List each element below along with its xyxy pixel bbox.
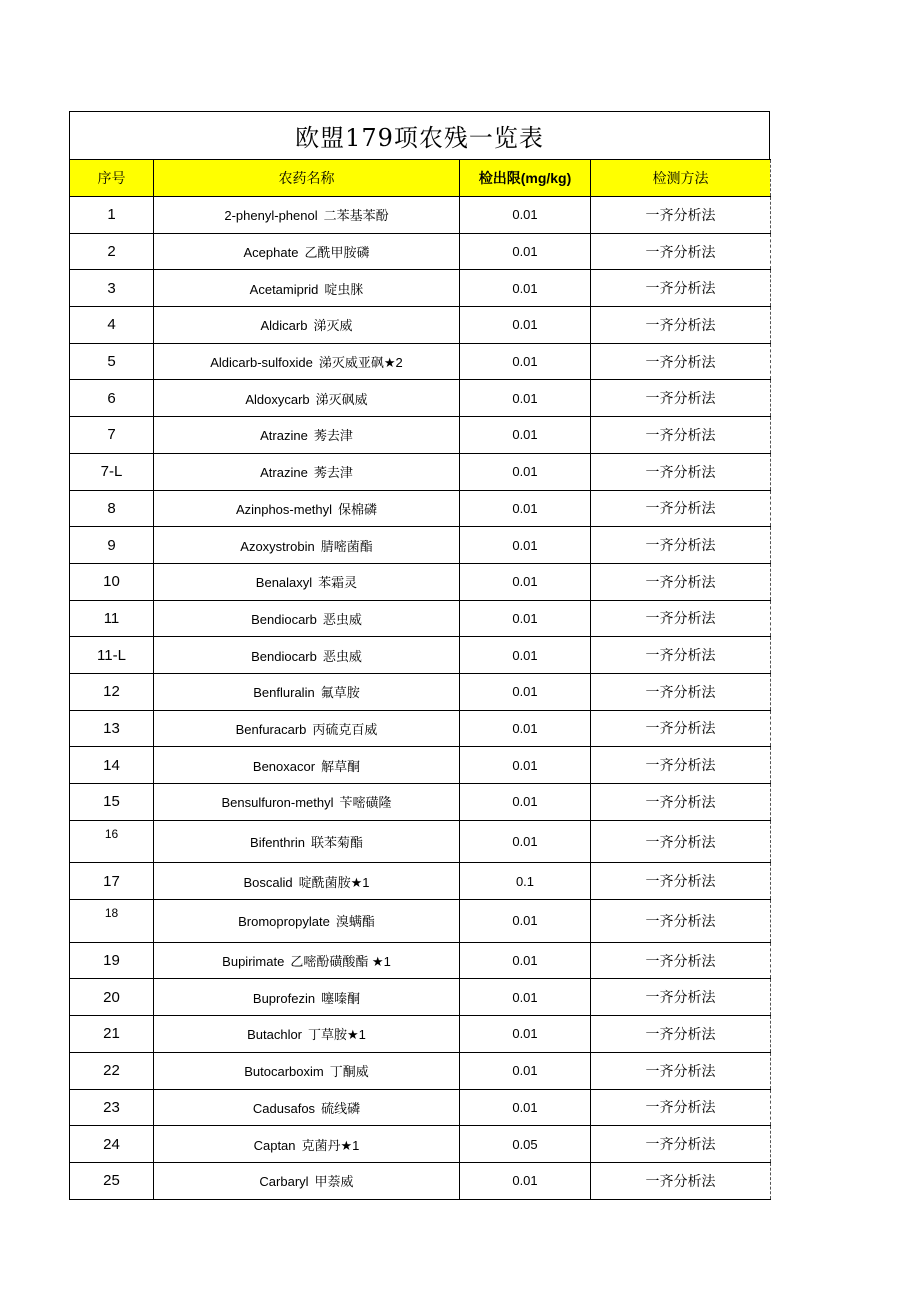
pesticide-chinese-name: 丁草胺★1 [308,1027,366,1043]
test-method-cell: 一齐分析法 [591,863,771,900]
table-row [70,1162,771,1199]
pesticide-chinese-name: 硫线磷 [321,1100,361,1116]
pesticide-name-cell [154,979,460,1016]
pesticide-chinese-name: 丙硫克百威 [312,721,378,737]
table-row [70,527,771,564]
pesticide-name-cell [154,1126,460,1163]
pesticide-chinese-name: 丁酮威 [329,1064,369,1080]
pesticide-chinese-name: 涕灭威亚砜★2 [318,355,403,371]
table-row [70,380,771,417]
test-method-cell: 一齐分析法 [591,600,771,637]
table-row [70,747,771,784]
pesticide-chinese-name: 克菌丹★1 [301,1137,360,1153]
detection-limit-cell: 0.01 [460,270,591,307]
pesticide-english-name: Bupirimate [222,954,285,970]
detection-limit-cell: 0.01 [460,900,591,943]
pesticide-name-cell [154,270,460,307]
detection-limit-cell: 0.01 [460,1089,591,1126]
pesticide-chinese-name: 啶酰菌胺★1 [298,874,370,890]
test-method-cell: 一齐分析法 [591,1126,771,1163]
pesticide-name-cell [154,453,460,490]
detection-limit-cell: 0.01 [460,784,591,821]
serial-number-cell: 24 [70,1126,154,1163]
pesticide-chinese-name: 二苯基苯酚 [323,208,389,224]
detection-limit-cell: 0.01 [460,197,591,234]
pesticide-name-cell [154,490,460,527]
pesticide-chinese-name: 保棉磷 [338,501,378,517]
pesticide-name-cell [154,784,460,821]
detection-limit-cell: 0.01 [460,380,591,417]
table-body [70,197,771,1200]
pesticide-name-cell [154,563,460,600]
test-method-cell: 一齐分析法 [591,1162,771,1199]
page-title: 欧盟179项农残一览表 [69,111,770,159]
pesticide-english-name: Aldoxycarb [245,391,310,407]
serial-number-cell: 25 [70,1162,154,1199]
serial-number-cell: 8 [70,490,154,527]
pesticide-chinese-name: 甲萘威 [314,1174,354,1190]
pesticide-chinese-name: 啶虫脒 [324,281,364,297]
pesticide-english-name: Atrazine [260,465,308,481]
serial-number-cell: 11 [70,600,154,637]
pesticide-english-name: Carbaryl [259,1174,309,1190]
pesticide-english-name: 2-phenyl-phenol [224,208,318,224]
pesticide-name-cell [154,1052,460,1089]
detection-limit-cell: 0.01 [460,710,591,747]
pesticide-chinese-name: 联苯菊酯 [310,835,363,851]
serial-number-cell: 3 [70,270,154,307]
pesticide-english-name: Benfuracarb [235,721,307,737]
detection-limit-cell: 0.01 [460,1052,591,1089]
table-row [70,710,771,747]
serial-number-cell: 14 [70,747,154,784]
detection-limit-cell: 0.01 [460,307,591,344]
serial-number-cell: 5 [70,343,154,380]
test-method-cell: 一齐分析法 [591,710,771,747]
pesticide-chinese-name: 噻嗪酮 [321,990,361,1006]
pesticide-chinese-name: 恶虫威 [322,611,362,627]
pesticide-name-cell [154,233,460,270]
serial-number-cell: 21 [70,1016,154,1053]
test-method-cell: 一齐分析法 [591,784,771,821]
pesticide-name-cell [154,527,460,564]
pesticide-chinese-name: 腈嘧菌酯 [320,538,373,554]
pesticide-english-name: Butocarboxim [244,1064,324,1080]
pesticide-chinese-name: 溴螨酯 [335,914,375,930]
detection-limit-cell: 0.01 [460,820,591,863]
detection-limit-cell: 0.01 [460,233,591,270]
table-row [70,979,771,1016]
pesticide-chinese-name: 氟草胺 [320,685,360,701]
table-row [70,453,771,490]
table-row [70,673,771,710]
test-method-cell: 一齐分析法 [591,343,771,380]
pesticide-name-cell [154,1016,460,1053]
serial-number-cell: 18 [70,900,154,943]
pesticide-english-name: Bendiocarb [251,648,317,664]
detection-limit-cell: 0.01 [460,1016,591,1053]
header-test-method: 检测方法 [591,160,771,197]
test-method-cell: 一齐分析法 [591,1052,771,1089]
test-method-cell: 一齐分析法 [591,490,771,527]
serial-number-cell: 23 [70,1089,154,1126]
pesticide-english-name: Aldicarb-sulfoxide [210,355,313,371]
pesticide-english-name: Bifenthrin [250,835,305,851]
pesticide-english-name: Atrazine [260,428,308,444]
pesticide-name-cell [154,942,460,979]
pesticide-english-name: Acephate [243,245,299,261]
table-row [70,784,771,821]
pesticide-name-cell [154,747,460,784]
pesticide-english-name: Benfluralin [253,685,315,701]
test-method-cell: 一齐分析法 [591,747,771,784]
serial-number-cell: 2 [70,233,154,270]
pesticide-name-cell [154,307,460,344]
table-row [70,1126,771,1163]
pesticide-english-name: Benalaxyl [255,575,313,591]
test-method-cell: 一齐分析法 [591,233,771,270]
pesticide-english-name: Buprofezin [252,990,316,1006]
pesticide-chinese-name: 莠去津 [313,428,353,444]
pesticide-name-cell [154,197,460,234]
test-method-cell: 一齐分析法 [591,820,771,863]
serial-number-cell: 7-L [70,453,154,490]
test-method-cell: 一齐分析法 [591,942,771,979]
table-row [70,942,771,979]
residue-table [69,159,771,1200]
detection-limit-cell: 0.01 [460,600,591,637]
table-row [70,1052,771,1089]
pesticide-chinese-name: 乙酰甲胺磷 [304,245,370,261]
serial-number-cell: 12 [70,673,154,710]
table-row [70,343,771,380]
table-row [70,600,771,637]
pesticide-english-name: Acetamiprid [249,281,319,297]
pesticide-name-cell [154,600,460,637]
test-method-cell: 一齐分析法 [591,1089,771,1126]
table-row [70,563,771,600]
serial-number-cell: 19 [70,942,154,979]
detection-limit-cell: 0.01 [460,1162,591,1199]
test-method-cell: 一齐分析法 [591,380,771,417]
serial-number-cell: 7 [70,417,154,454]
detection-limit-cell: 0.01 [460,343,591,380]
pesticide-chinese-name: 涕灭威 [313,318,353,334]
pesticide-english-name: Bromopropylate [238,914,330,930]
pesticide-name-cell [154,673,460,710]
detection-limit-cell: 0.1 [460,863,591,900]
detection-limit-cell: 0.01 [460,942,591,979]
pesticide-english-name: Boscalid [243,874,293,890]
serial-number-cell: 1 [70,197,154,234]
test-method-cell: 一齐分析法 [591,673,771,710]
serial-number-cell: 13 [70,710,154,747]
table-row [70,197,771,234]
pesticide-english-name: Captan [253,1137,296,1153]
test-method-cell: 一齐分析法 [591,270,771,307]
table-row [70,233,771,270]
serial-number-cell: 6 [70,380,154,417]
detection-limit-cell: 0.01 [460,453,591,490]
pesticide-english-name: Cadusafos [252,1100,316,1116]
test-method-cell: 一齐分析法 [591,563,771,600]
pesticide-name-cell [154,1089,460,1126]
detection-limit-cell: 0.01 [460,979,591,1016]
detection-limit-cell: 0.01 [460,747,591,784]
pesticide-name-cell [154,900,460,943]
header-serial-number: 序号 [70,160,154,197]
pesticide-english-name: Benoxacor [252,758,316,774]
pesticide-name-cell [154,1162,460,1199]
table-row [70,820,771,863]
pesticide-chinese-name: 乙嘧酚磺酸酯 ★1 [290,954,391,970]
pesticide-name-cell [154,820,460,863]
detection-limit-cell: 0.01 [460,490,591,527]
pesticide-chinese-name: 莠去津 [313,465,353,481]
table-row [70,1016,771,1053]
test-method-cell: 一齐分析法 [591,1016,771,1053]
table-row [70,417,771,454]
pesticide-residue-sheet [69,111,770,1200]
pesticide-name-cell [154,417,460,454]
pesticide-chinese-name: 涕灭砜威 [315,391,368,407]
pesticide-name-cell [154,637,460,674]
detection-limit-cell: 0.05 [460,1126,591,1163]
test-method-cell: 一齐分析法 [591,979,771,1016]
test-method-cell: 一齐分析法 [591,453,771,490]
table-row [70,1089,771,1126]
header-detection-limit: 检出限(mg/kg) [460,160,591,197]
table-row [70,307,771,344]
detection-limit-cell: 0.01 [460,673,591,710]
serial-number-cell: 15 [70,784,154,821]
pesticide-english-name: Azoxystrobin [240,538,315,554]
pesticide-name-cell [154,863,460,900]
header-pesticide-name: 农药名称 [154,160,460,197]
table-row [70,490,771,527]
pesticide-english-name: Aldicarb [260,318,308,334]
test-method-cell: 一齐分析法 [591,637,771,674]
serial-number-cell: 4 [70,307,154,344]
detection-limit-cell: 0.01 [460,527,591,564]
serial-number-cell: 16 [70,820,154,863]
pesticide-chinese-name: 恶虫威 [322,648,362,664]
serial-number-cell: 17 [70,863,154,900]
pesticide-name-cell [154,710,460,747]
test-method-cell: 一齐分析法 [591,197,771,234]
pesticide-english-name: Azinphos-methyl [235,501,333,517]
test-method-cell: 一齐分析法 [591,417,771,454]
pesticide-english-name: Bensulfuron-methyl [221,795,334,811]
test-method-cell: 一齐分析法 [591,900,771,943]
detection-limit-cell: 0.01 [460,637,591,674]
detection-limit-cell: 0.01 [460,563,591,600]
pesticide-chinese-name: 苄嘧磺隆 [339,795,392,811]
test-method-cell: 一齐分析法 [591,307,771,344]
table-row [70,900,771,943]
pesticide-name-cell [154,343,460,380]
serial-number-cell: 20 [70,979,154,1016]
serial-number-cell: 9 [70,527,154,564]
table-row [70,637,771,674]
pesticide-chinese-name: 解草酮 [321,758,361,774]
pesticide-chinese-name: 苯霜灵 [318,575,358,591]
table-row [70,863,771,900]
serial-number-cell: 10 [70,563,154,600]
serial-number-cell: 22 [70,1052,154,1089]
pesticide-name-cell [154,380,460,417]
pesticide-english-name: Butachlor [247,1027,303,1043]
serial-number-cell: 11-L [70,637,154,674]
table-header-row [70,160,771,197]
pesticide-english-name: Bendiocarb [251,611,317,627]
table-row [70,270,771,307]
detection-limit-cell: 0.01 [460,417,591,454]
test-method-cell: 一齐分析法 [591,527,771,564]
